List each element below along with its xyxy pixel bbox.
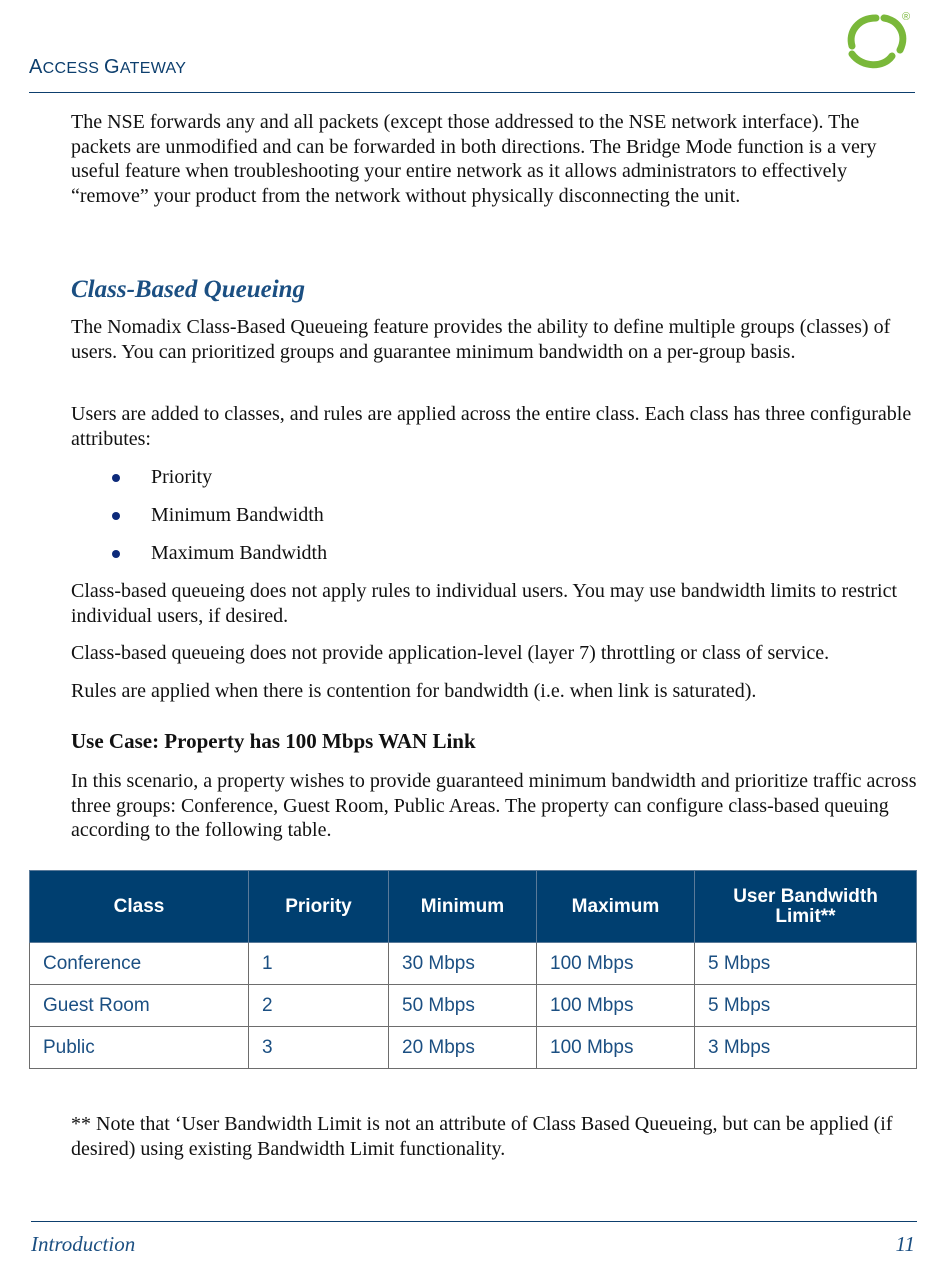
table-cell: 5 Mbps [695, 985, 917, 1027]
page-number: 11 [895, 1232, 915, 1256]
list-item-label: Minimum Bandwidth [151, 504, 324, 526]
bullet-icon [112, 512, 120, 520]
table-cell: 3 [249, 1027, 389, 1069]
table-row [30, 985, 917, 1027]
column-header-user-bandwidth-limit: User Bandwidth Limit** [695, 871, 917, 943]
table-cell: Public [30, 1027, 249, 1069]
table-footnote: ** Note that ‘User Bandwidth Limit is not an attribute of Class Based Queueing, but can be applied (if desired) using existing Bandwidth Limit functionality. [71, 1113, 893, 1160]
table-cell: 20 Mbps [389, 1027, 537, 1069]
header-smallcaps-2: ATEWAY [119, 60, 187, 77]
table-cell: 5 Mbps [695, 943, 917, 985]
class-queueing-table [29, 870, 917, 1069]
table-cell: 100 Mbps [537, 985, 695, 1027]
section-paragraph-2: Users are added to classes, and rules are applied across the entire class. Each class has three configurable attributes: [71, 403, 912, 450]
table-cell: 100 Mbps [537, 943, 695, 985]
section-paragraph-3: Class-based queueing does not apply rules to individual users. You may use bandwidth limits to restrict individual users, if desired. [71, 580, 898, 627]
table-row [30, 943, 917, 985]
table-cell: Conference [30, 943, 249, 985]
table-header-row [30, 871, 917, 943]
nomadix-logo-icon [838, 6, 918, 74]
column-header-class: Class [30, 871, 249, 943]
column-header-minimum: Minimum [389, 871, 537, 943]
section-paragraph-5: Rules are applied when there is contention for bandwidth (i.e. when link is saturated). [71, 680, 757, 702]
use-case-paragraph: In this scenario, a property wishes to provide guaranteed minimum bandwidth and prioritize traffic across three groups: Conference, Guest Room, Public Areas. The property can configure class-based queuing according to the following table. [71, 770, 917, 841]
table-cell: 50 Mbps [389, 985, 537, 1027]
header-smallcaps-1: CCESS [42, 60, 105, 77]
header-cap-a: A [29, 56, 43, 78]
section-paragraph-1: The Nomadix Class-Based Queueing feature provides the ability to define multiple groups (classes) of users. You can prioritized groups and guarantee minimum bandwidth on a per-group basis. [71, 316, 891, 363]
column-header-priority: Priority [249, 871, 389, 943]
intro-paragraph: The NSE forwards any and all packets (except those addressed to the NSE network interface). The packets are unmodified and can be forwarded in both directions. The Bridge Mode function is a very useful feature when troubleshooting your entire network as it allows administrators to effectively “remove” your product from the network without physically disconnecting the unit. [71, 111, 877, 207]
list-item-label: Maximum Bandwidth [151, 542, 328, 564]
running-header [29, 56, 186, 79]
table-cell: 30 Mbps [389, 943, 537, 985]
bullet-icon [112, 550, 120, 558]
column-header-maximum: Maximum [537, 871, 695, 943]
table-cell: 1 [249, 943, 389, 985]
table-cell: 3 Mbps [695, 1027, 917, 1069]
section-heading: Class-Based Queueing [71, 276, 306, 303]
footer-section-label: Introduction [31, 1232, 136, 1256]
header-cap-g: G [104, 56, 120, 78]
bullet-icon [112, 474, 120, 482]
list-item-label: Priority [151, 466, 213, 488]
table-cell: 2 [249, 985, 389, 1027]
table-row [30, 1027, 917, 1069]
table-cell: 100 Mbps [537, 1027, 695, 1069]
use-case-heading: Use Case: Property has 100 Mbps WAN Link [71, 729, 476, 753]
header-rule [29, 92, 915, 93]
footer-rule [31, 1221, 917, 1222]
table-cell: Guest Room [30, 985, 249, 1027]
registered-mark: ® [902, 11, 911, 23]
section-paragraph-4: Class-based queueing does not provide application-level (layer 7) throttling or class of service. [71, 642, 830, 664]
